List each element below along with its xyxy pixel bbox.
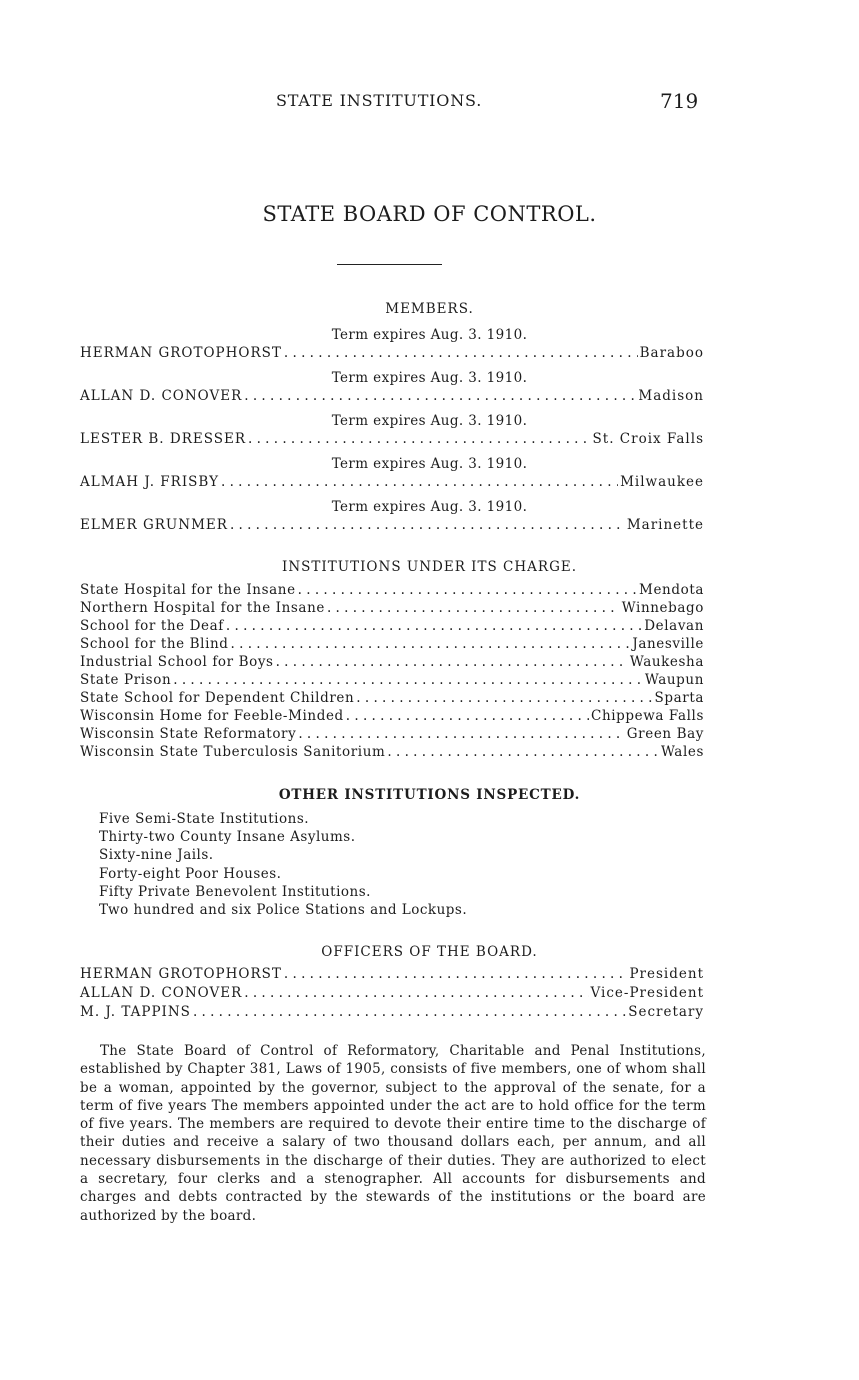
- member-name: HERMAN GROTOPHORST: [80, 345, 282, 361]
- member-term: Term expires Aug. 3. 1910.: [331, 499, 528, 515]
- dot-leader: [276, 654, 628, 671]
- dot-leader: [327, 600, 620, 617]
- institution-name: State Hospital for the Insane: [80, 582, 296, 598]
- dot-leader: [226, 618, 642, 635]
- member-row: [80, 517, 704, 534]
- dot-leader: [298, 726, 624, 743]
- member-row: [80, 474, 704, 491]
- institution-row: [80, 744, 704, 761]
- institution-row: [80, 636, 704, 653]
- institution-row: [80, 690, 704, 707]
- title-rule: [337, 264, 442, 265]
- list-item: Thirty-two County Insane Asylums.: [99, 829, 356, 846]
- dot-leader: [244, 388, 636, 405]
- institution-row: [80, 618, 704, 635]
- dot-leader: [298, 582, 637, 599]
- institution-name: State School for Dependent Children: [80, 690, 355, 706]
- running-title: STATE INSTITUTIONS.: [276, 91, 483, 110]
- institution-row: [80, 708, 704, 725]
- other-institutions-list: [99, 810, 467, 919]
- institution-name: Wisconsin State Reformatory: [80, 726, 297, 742]
- list-item: Forty-eight Poor Houses.: [99, 865, 282, 882]
- officer-row: [80, 985, 704, 1002]
- dot-leader: [230, 517, 625, 534]
- member-term: Term expires Aug. 3. 1910.: [331, 456, 528, 472]
- member-name: ALMAH J. FRISBY: [80, 474, 220, 490]
- officer-name: ALLAN D. CONOVER: [80, 985, 243, 1001]
- list-item: Sixty-nine Jails.: [99, 847, 214, 864]
- institution-name: Wisconsin Home for Feeble-Minded: [80, 708, 344, 724]
- officer-row: [80, 1004, 704, 1021]
- institution-place: Waukesha: [629, 654, 704, 670]
- institution-name: State Prison: [80, 672, 172, 688]
- institution-row: [80, 582, 704, 599]
- member-place: St. Croix Falls: [592, 431, 704, 447]
- dot-leader: [387, 744, 659, 761]
- members-heading: MEMBERS.: [385, 301, 474, 317]
- dot-leader: [284, 966, 628, 983]
- member-name: LESTER B. DRESSER: [80, 431, 247, 447]
- institution-place: Chippewa Falls: [591, 708, 704, 724]
- institution-name: School for the Deaf: [80, 618, 224, 634]
- institution-row: [80, 600, 704, 617]
- body-paragraph: The State Board of Control of Reformatory, Charitable and Penal Institutions, established by Chapter 381, Laws of 1905, consists of five members, one of whom shall be a woman, appointed by the governor, subject to the approval of the senate, for a term of five years The members appointed under the act are to hold office for the term of five years. The members are required to devote their entire time to the discharge of their duties and receive a salary of two thousand dollars each, per annum, and all necessary disbursements in the discharge of their duties. They are authorized to elect a secretary, four clerks and a stenographer. All accounts for disbursements and charges and debts contracted by the stewards of the institutions or the board are authorized by the board.: [80, 1043, 706, 1224]
- member-row: [80, 431, 704, 448]
- member-place: Madison: [638, 388, 704, 404]
- member-term: Term expires Aug. 3. 1910.: [331, 370, 528, 386]
- dot-leader: [193, 1004, 626, 1021]
- officer-name: M. J. TAPPINS: [80, 1004, 191, 1020]
- list-item: Two hundred and six Police Stations and Lockups.: [99, 902, 468, 919]
- dot-leader: [284, 345, 638, 362]
- other-institutions-heading: OTHER INSTITUTIONS INSPECTED.: [278, 787, 581, 803]
- institution-place: Waupun: [644, 672, 704, 688]
- institution-row: [80, 726, 704, 743]
- dot-leader: [231, 636, 631, 653]
- institution-place: Wales: [661, 744, 704, 760]
- member-row: [80, 388, 704, 405]
- list-item: Five Semi-State Institutions.: [99, 811, 310, 827]
- officer-role: Secretary: [628, 1004, 704, 1020]
- institutions-heading: INSTITUTIONS UNDER ITS CHARGE.: [281, 559, 578, 575]
- officer-row: [80, 966, 704, 983]
- institution-name: Industrial School for Boys: [80, 654, 274, 670]
- member-name: ALLAN D. CONOVER: [80, 388, 243, 404]
- institution-place: Winnebago: [621, 600, 704, 616]
- institution-place: Sparta: [654, 690, 704, 706]
- dot-leader: [173, 672, 643, 689]
- officers-heading: OFFICERS OF THE BOARD.: [321, 944, 538, 960]
- page-title: STATE BOARD OF CONTROL.: [262, 202, 597, 226]
- institution-place: Delavan: [644, 618, 704, 634]
- member-row: [80, 345, 704, 362]
- member-place: Milwaukee: [620, 474, 704, 490]
- institution-row: [80, 672, 704, 689]
- institution-name: School for the Blind: [80, 636, 229, 652]
- institution-name: Northern Hospital for the Insane: [80, 600, 325, 616]
- institution-name: Wisconsin State Tuberculosis Sanitorium: [80, 744, 386, 760]
- institution-place: Green Bay: [626, 726, 704, 742]
- institution-row: [80, 654, 704, 671]
- institution-place: Janesville: [632, 636, 704, 652]
- institution-place: Mendota: [639, 582, 704, 598]
- member-place: Marinette: [626, 517, 704, 533]
- dot-leader: [356, 690, 652, 707]
- page-number: 719: [660, 89, 699, 113]
- dot-leader: [221, 474, 618, 491]
- member-place: Baraboo: [639, 345, 704, 361]
- member-term: Term expires Aug. 3. 1910.: [331, 413, 528, 429]
- dot-leader: [244, 985, 588, 1002]
- dot-leader: [248, 431, 591, 448]
- officer-role: President: [629, 966, 704, 982]
- member-term: Term expires Aug. 3. 1910.: [331, 327, 528, 343]
- list-item: Fifty Private Benevolent Institutions.: [99, 883, 371, 900]
- officer-role: Vice-President: [590, 985, 704, 1001]
- officer-name: HERMAN GROTOPHORST: [80, 966, 282, 982]
- dot-leader: [346, 708, 589, 725]
- member-name: ELMER GRUNMER: [80, 517, 228, 533]
